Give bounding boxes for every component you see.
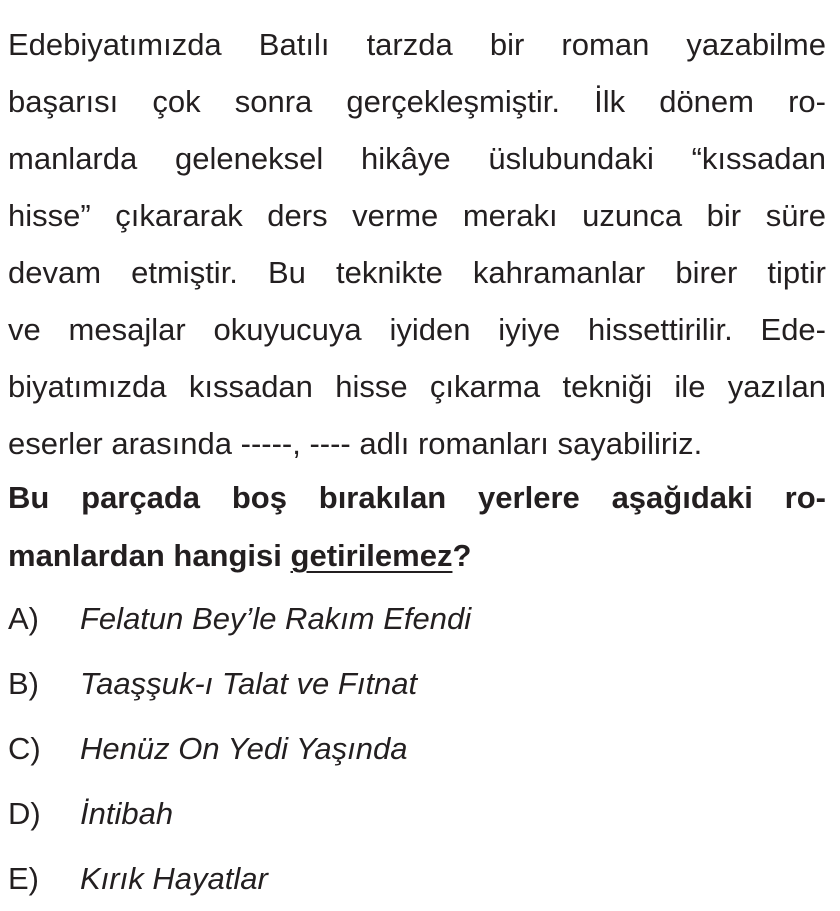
- option-a[interactable]: [8, 586, 826, 651]
- option-text: Taaşşuk-ı Talat ve Fıtnat: [80, 665, 418, 701]
- option-letter: E): [8, 860, 39, 896]
- passage-line: devam etmiştir. Bu teknikte kahramanlar birer tiptir: [8, 255, 826, 290]
- emphasized-word: getirilemez: [290, 538, 453, 573]
- question-text: manlardan hangisi: [8, 538, 291, 573]
- passage-line: biyatımızda kıssadan hisse çıkarma tekniği ile yazılan: [8, 369, 826, 404]
- option-text: Henüz On Yedi Yaşında: [80, 730, 408, 766]
- passage-line: başarısı çok sonra gerçekleşmiştir. İlk dönem ro-: [8, 84, 826, 119]
- option-letter: B): [8, 665, 39, 701]
- question-passage: [8, 16, 826, 472]
- option-text: Felatun Bey’le Rakım Efendi: [80, 600, 472, 636]
- passage-line: manlarda geleneksel hikâye üslubundaki “kıssadan: [8, 141, 826, 176]
- option-text: Kırık Hayatlar: [80, 860, 268, 896]
- question-line: Bu parçada boş bırakılan yerlere aşağıdaki ro-: [8, 480, 826, 515]
- passage-line: hisse” çıkararak ders verme merakı uzunca bir süre: [8, 198, 826, 233]
- option-text: İntibah: [80, 795, 174, 831]
- question-mark: ?: [452, 538, 472, 573]
- option-letter: A): [8, 600, 39, 636]
- option-d[interactable]: [8, 781, 826, 846]
- question-line: [8, 527, 826, 585]
- option-letter: C): [8, 730, 41, 766]
- option-e[interactable]: [8, 846, 826, 911]
- answer-options: [8, 586, 826, 911]
- option-c[interactable]: [8, 716, 826, 781]
- option-letter: D): [8, 795, 41, 831]
- passage-line: eserler arasında -----, ---- adlı romanları sayabiliriz.: [8, 426, 703, 461]
- passage-line: ve mesajlar okuyucuya iyiden iyiye hissettirilir. Ede-: [8, 312, 826, 347]
- passage-line: Edebiyatımızda Batılı tarzda bir roman yazabilme: [8, 27, 826, 62]
- option-b[interactable]: [8, 651, 826, 716]
- question-stem: [8, 469, 826, 585]
